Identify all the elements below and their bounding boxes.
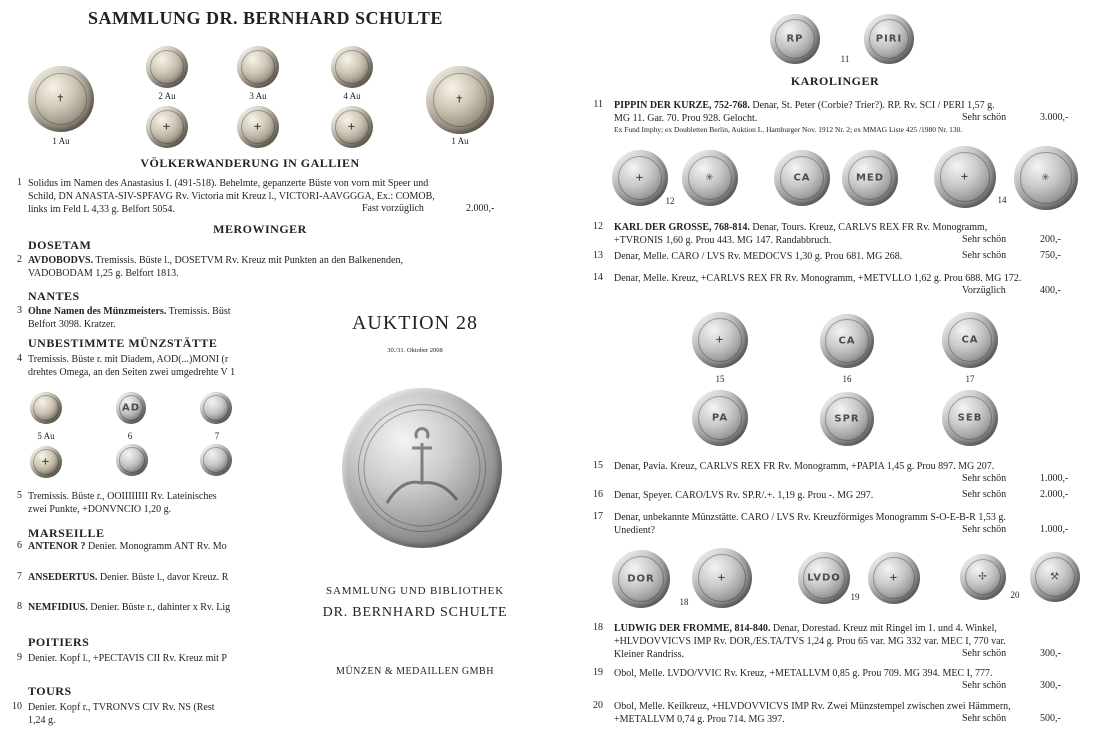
- coin-image-16-reverse: SPR: [820, 392, 874, 446]
- coin-image-7: [200, 392, 232, 424]
- coin-caption: 5 Au: [37, 431, 55, 441]
- coin-caption: 4 Au: [343, 91, 361, 101]
- coin-caption: 15: [715, 374, 725, 384]
- coin-caption: 3 Au: [249, 91, 267, 101]
- coin-image-4-reverse: +: [331, 106, 373, 148]
- coin-image-20-obverse: ✢: [960, 554, 1006, 600]
- subsection-heading: NANTES: [28, 289, 80, 303]
- lot-grade: Sehr schön: [962, 524, 1007, 535]
- coin-image-11-obverse: RP: [770, 14, 820, 64]
- lot-grade: Sehr schön: [962, 713, 1007, 724]
- lot-grade: Sehr schön: [962, 112, 1007, 123]
- lot-description: Solidus im Namen des Anastasius I. (491-518). Behelmte, gepanzerte Büste von vorn mit Speer und Schild, DN ANASTA-SIV-SPFAVG Rv. Victoria mit Kreuz l., VICTORI-AAVGGGA, Ex.: COMOB, links im Feld L 4,33 g. Belfort 5054.: [28, 178, 435, 215]
- lot-description: Denar, unbekannte Münzstätte. CARO / LVS Rv. Kreuzförmiges Monogramm S-O-E-B-R 1,53 g. Unedient?: [614, 512, 1006, 536]
- coin-image-1-obverse: ✝: [28, 66, 94, 132]
- coin-caption: 7: [214, 431, 220, 441]
- coin-image-15-obverse: +: [692, 312, 748, 368]
- lot-price: 1.000,-: [1040, 473, 1069, 484]
- coin-image-5: [30, 392, 62, 424]
- lot-number: 2: [17, 254, 22, 265]
- cover-publisher: MÜNZEN & MEDAILLEN GMBH: [336, 666, 494, 677]
- coin-image-18-obverse: DOR: [612, 550, 670, 608]
- lot-price: 300,-: [1040, 648, 1061, 659]
- subsection-heading: UNBESTIMMTE MÜNZSTÄTTE: [28, 336, 218, 350]
- lot-number: 16: [593, 489, 603, 500]
- coin-caption: 18: [679, 597, 689, 607]
- coin-image-18-reverse: +: [692, 548, 752, 608]
- coin-image-11-reverse: PIRI: [864, 14, 914, 64]
- coin-image-13-reverse: MED: [842, 150, 898, 206]
- lot-number: 4: [17, 353, 22, 364]
- coin-caption: 12: [665, 196, 675, 206]
- lot-grade: Fast vorzüglich: [362, 203, 424, 214]
- lot-number: 5: [17, 490, 22, 501]
- lot-number: 18: [593, 622, 603, 633]
- coin-image-7-reverse: [200, 444, 232, 476]
- coin-image-6-reverse: [116, 444, 148, 476]
- coin-image-2: [146, 46, 188, 88]
- catalogue-cover: [262, 292, 568, 736]
- coin-image-5-reverse: +: [30, 446, 62, 478]
- lot-number: 12: [593, 221, 603, 232]
- lot-number: 20: [593, 700, 603, 711]
- lot-description: NEMFIDIUS. Denier. Büste r., dahinter x Rv. Lig: [28, 602, 231, 613]
- cover-coin-image: [342, 388, 502, 548]
- lot-description: ANTENOR ? Denier. Monogramm ANT Rv. Mo: [28, 541, 227, 552]
- lot-description: Denar, Pavia. Kreuz, CARLVS REX FR Rv. Monogramm, +PAPIA 1,45 g. Prou 897. MG 207.: [614, 461, 995, 472]
- lot-price: 2.000,-: [466, 203, 495, 214]
- lot-number: 7: [17, 571, 22, 582]
- lot-price: 1.000,-: [1040, 524, 1069, 535]
- lot-number: 10: [12, 701, 22, 712]
- coin-caption: 6: [127, 431, 133, 441]
- lot-number: 1: [17, 177, 22, 188]
- section-heading: KAROLINGER: [790, 74, 880, 88]
- lot-grade: Sehr schön: [962, 680, 1007, 691]
- lot-description: ANSEDERTUS. Denier. Büste l., davor Kreuz. R: [28, 572, 229, 583]
- lot-price: 400,-: [1040, 285, 1061, 296]
- coin-image-13-obverse: CA: [774, 150, 830, 206]
- lot-description: Denier. Kopf r., TVRONVS CIV Rv. NS (Rest 1,24 g.: [28, 702, 215, 726]
- cover-date: 30./31. Oktober 2008: [387, 347, 443, 354]
- lot-description: Obol, Melle. Keilkreuz, +HLVDOVVICVS IMP Rv. Zwei Münzstempel zwischen zwei Hämmern, +METALLVM 0,74 g. Prou 714. MG 397.: [614, 701, 1011, 725]
- lot-description: Ohne Namen des Münzmeisters. Tremissis. Büst Belfort 3098. Kratzer.: [28, 306, 231, 330]
- coin-image-3: [237, 46, 279, 88]
- coin-image-1-reverse: ✝: [426, 66, 494, 134]
- lot-price: 750,-: [1040, 250, 1061, 261]
- cover-title: AUKTION 28: [351, 312, 479, 334]
- lot-description: Obol, Melle. LVDO/VVIC Rv. Kreuz, +METALLVM 0,85 g. Prou 709. MG 394. MEC I, 777.: [614, 668, 993, 679]
- section-heading: MEROWINGER: [213, 222, 307, 236]
- coin-image-19-obverse: LVDO: [798, 552, 850, 604]
- cover-collector-name: DR. BERNHARD SCHULTE: [322, 605, 508, 620]
- lot-description: Tremissis. Büste r., OOIIIIIIII Rv. Lateinisches zwei Punkte, +DONVNCIO 1,20 g.: [28, 491, 217, 515]
- lot-description: Tremissis. Büste r. mit Diadem, AOD(...)MONI (r drehtes Omega, an den Seiten zwei umgedrehte V 1: [28, 354, 236, 378]
- coin-caption: 19: [850, 592, 860, 602]
- lot-grade: Sehr schön: [962, 489, 1007, 500]
- lot-grade: Sehr schön: [962, 250, 1007, 261]
- lot-price: 500,-: [1040, 713, 1061, 724]
- lot-number: 13: [593, 250, 603, 261]
- coin-image-2-reverse: +: [146, 106, 188, 148]
- lot-grade: Sehr schön: [962, 648, 1007, 659]
- coin-image-15-reverse: PA: [692, 390, 748, 446]
- coin-image-14-reverse: ✳: [1014, 146, 1078, 210]
- page-header-left: SAMMLUNG DR. BERNHARD SCHULTE: [88, 8, 443, 28]
- lot-price: 200,-: [1040, 234, 1061, 245]
- lot-description: KARL DER GROSSE, 768-814. Denar, Tours. Kreuz, CARLVS REX FR Rv. Monogramm, +TVRONIS 1,60 g. Prou 443. MG 147. Randabbruch.: [614, 222, 988, 246]
- lot-number: 19: [593, 667, 603, 678]
- lot-number: 15: [593, 460, 603, 471]
- coin-image-16-obverse: CA: [820, 314, 874, 368]
- coin-image-6: AD: [116, 392, 146, 424]
- coin-image-14-obverse: +: [934, 146, 996, 208]
- lot-description: Denar, Melle. Kreuz, +CARLVS REX FR Rv. Monogramm, +METVLLO 1,62 g. Prou 688. MG 172.: [614, 273, 1022, 284]
- lot-description: PIPPIN DER KURZE, 752-768. Denar, St. Peter (Corbie? Trier?). RP. Rv. SCI / PERI 1,57 g. MG 11. Gar. 70. Prou 928. Gelocht. Ex Fund Imphy; ex Doubletten Berlin, Auktion L. Hamburger Nov. 1912 Nr. 2; ex MMAG Liste 425 /1980 Nr. 130.: [614, 100, 995, 134]
- coin-caption: 1 Au: [451, 136, 469, 146]
- lot-number: 6: [17, 540, 22, 551]
- lot-number: 9: [17, 652, 22, 663]
- coin-image-12-obverse: +: [612, 150, 668, 206]
- lot-description: LUDWIG DER FROMME, 814-840. Denar, Dorestad. Kreuz mit Ringel im 1. und 4. Winkel, +HLVDOVVICVS IMP Rv. DOR,/ES.TA/TVS 1,24 g. Prou 65 var. MG 332 var. MEC I, 770 var. Kleiner Randriss.: [614, 623, 1006, 660]
- lot-description: Denar, Melle. CARO / LVS Rv. MEDOCVS 1,30 g. Prou 681. MG 268.: [614, 251, 903, 262]
- coin-image-3-reverse: +: [237, 106, 279, 148]
- coin-image-20-reverse: ⚒: [1030, 552, 1080, 602]
- lot-number: 3: [17, 305, 22, 316]
- subsection-heading: MARSEILLE: [28, 526, 105, 540]
- subsection-heading: TOURS: [28, 684, 72, 698]
- coin-caption: 17: [965, 374, 975, 384]
- lot-price: 2.000,-: [1040, 489, 1069, 500]
- coin-image-4: [331, 46, 373, 88]
- coin-caption: 1 Au: [52, 136, 70, 146]
- coin-caption: 14: [997, 195, 1007, 205]
- cover-coin-rider-icon: [342, 388, 502, 548]
- subsection-heading: POITIERS: [28, 635, 90, 649]
- coin-image-17-reverse: SEB: [942, 390, 998, 446]
- lot-description: AVDOBODVS. Tremissis. Büste l., DOSETVM Rv. Kreuz mit Punkten an den Balkenenden, VADOBODAM 1,25 g. Belfort 1813.: [28, 255, 403, 279]
- coin-caption: 16: [842, 374, 852, 384]
- lot-price: 300,-: [1040, 680, 1061, 691]
- cover-collection-line: SAMMLUNG UND BIBLIOTHEK: [326, 585, 504, 597]
- lot-number: 17: [593, 511, 603, 522]
- subsection-heading: DOSETAM: [28, 238, 92, 252]
- lot-grade: Vorzüglich: [962, 285, 1006, 296]
- lot-grade: Sehr schön: [962, 473, 1007, 484]
- lot-description: Denier. Kopf l., +PECTAVIS CII Rv. Kreuz mit P: [28, 653, 227, 664]
- lot-description: Denar, Speyer. CARO/LVS Rv. SP.R/.+. 1,19 g. Prou -. MG 297.: [614, 490, 874, 501]
- lot-price: 3.000,-: [1040, 112, 1069, 123]
- coin-caption: 20: [1010, 590, 1020, 600]
- coin-image-19-reverse: +: [868, 552, 920, 604]
- coin-caption: 11: [840, 54, 850, 64]
- coin-caption: 2 Au: [158, 91, 176, 101]
- coin-image-12-reverse: ✳: [682, 150, 738, 206]
- lot-number: 14: [593, 272, 603, 283]
- lot-number: 11: [593, 99, 603, 110]
- coin-image-17-obverse: CA: [942, 312, 998, 368]
- lot-grade: Sehr schön: [962, 234, 1007, 245]
- section-heading: VÖLKERWANDERUNG IN GALLIEN: [140, 156, 360, 170]
- lot-number: 8: [17, 601, 22, 612]
